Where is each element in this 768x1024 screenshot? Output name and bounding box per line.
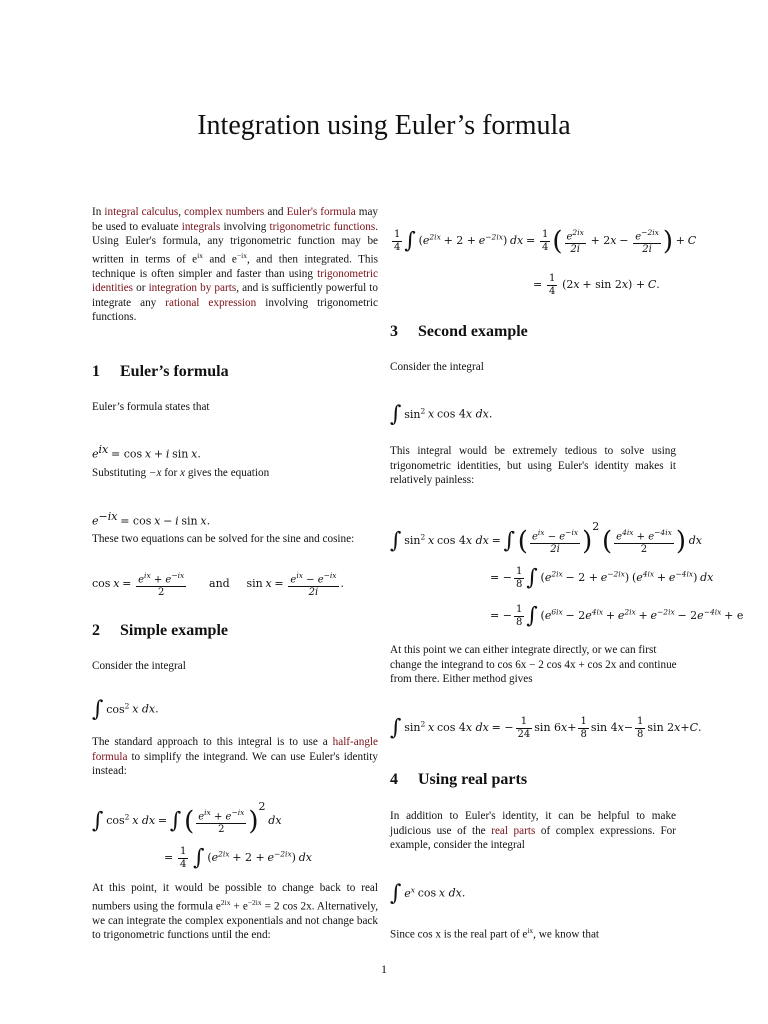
section-number: 4 [390, 771, 398, 788]
link-integrals[interactable]: integrals [181, 220, 221, 233]
section-heading-3 [390, 323, 528, 341]
text-math: x [180, 467, 186, 479]
s1-paragraph-2 [92, 466, 269, 481]
equation-s3-step2: = − $\frac{1}{8}$ ∫ $(e^{2ix} - 2 + e^{-2ix}) (e^{4ix} + e^{-4ix})$ dx [490, 565, 714, 591]
s1-paragraph-3: These two equations can be solved for the sine and cosine: [92, 533, 355, 545]
s2-paragraph-3 [92, 881, 378, 943]
intro-text: . Using Euler's formula, any trigonometric function may be written in terms of e [92, 220, 378, 266]
link-real-parts[interactable]: real parts [491, 824, 536, 837]
s2-paragraph-2 [92, 735, 378, 779]
intro-text: and [264, 206, 287, 218]
equation-s4-integral: ∫ $e^x$ cos x dx. [390, 881, 466, 906]
intro-text: and e [202, 253, 237, 266]
section-number: 2 [92, 622, 100, 639]
intro-text: involving trigonometric functions. [92, 296, 378, 324]
s4-paragraph-2 [390, 924, 599, 942]
intro-paragraph [92, 205, 378, 325]
intro-text: , and is sufficiently powerful to integrate any [92, 282, 378, 309]
equation-s2-step3: $\frac{1}{4}$ ∫ $(e^{2ix} + 2 + e^{-2ix})$ dx = $\frac{1}{4}$ ( $\frac{e^{2ix}}{2i}$ + 2x − $\frac{e^{-2ix}}{2i}$ ) + C [394, 226, 697, 257]
link-integral-calculus[interactable]: integral calculus [104, 206, 179, 218]
section-number: 3 [390, 323, 398, 340]
text: In addition to Euler's identity, it can be helpful to make judicious use of the [390, 810, 676, 837]
link-half-angle-formula[interactable]: half-angle formula [92, 736, 378, 763]
s3-paragraph-1: Consider the integral [390, 361, 484, 373]
equation-integral-cos2: ∫ $\cos^2 x$ dx. [92, 697, 159, 722]
intro-sup: −ix [236, 250, 247, 260]
equation-euler-negative: $e^{-ix} = \cos x - i$ sin x. [92, 510, 211, 528]
text: Substituting [92, 467, 149, 479]
section-title: Second example [418, 323, 528, 340]
s4-paragraph-1 [390, 809, 676, 853]
equation-cos-sin: cos x = $\frac{e^{ix} + e^{-ix}}{2}$ and sin x = $\frac{e^{ix} - e^{-ix}}{2i}$ . [92, 571, 345, 599]
text: The standard approach to this integral is to use a [92, 736, 333, 748]
equation-s2-result: = $\frac{1}{4}$ (2x + sin 2x) + C. [533, 273, 660, 297]
text: = 2 cos 2x. Alternatively, we can integrate the complex exponentials and not change back to trigonometric functions until the end: [92, 900, 378, 942]
section-number: 1 [92, 363, 100, 380]
section-title: Using real parts [418, 771, 528, 788]
text: Since cos x is the real part of e [390, 928, 528, 941]
s3-paragraph-3: At this point we can either integrate directly, or we can first change the integrand to cos 6x − 2 cos 4x + cos 2x and continue from there. Either method gives [390, 644, 677, 685]
text: for [161, 467, 181, 479]
link-trigonometric-identities[interactable]: trigonometric identities [92, 267, 378, 295]
intro-text: may be used to evaluate [92, 206, 379, 233]
link-integration-by-parts[interactable]: integration by parts [148, 282, 237, 295]
intro-text: , and then integrated. This technique is often simpler and faster than using [92, 253, 378, 280]
s1-paragraph-1: Euler’s formula states that [92, 401, 210, 413]
equation-s3-step3: = − $\frac{1}{8}$ ∫ ($e^{6ix} - 2e^{4ix} + e^{2ix} + e^{-2ix} - 2e^{-4ix} + e$ [490, 603, 744, 629]
section-heading-4 [390, 771, 527, 789]
text-sup: ix [527, 926, 534, 935]
text: At this point, it would be possible to change back to real numbers using the formula e [92, 882, 378, 913]
equation-s3-result: ∫ $\sin^2 x$ cos 4x dx = − $\frac{1}{24}$ sin 6x+ $\frac{1}{8}$ sin 4x− $\frac{1}{8}$ sin 2x+C. [390, 715, 702, 741]
text-math: −x [148, 467, 162, 479]
intro-sup: ix [197, 250, 203, 260]
text-sup: 2ix [220, 897, 231, 907]
text-sup: −2ix [247, 897, 262, 907]
link-eulers-formula[interactable]: Euler's formula [286, 206, 356, 218]
section-heading-2 [92, 622, 228, 640]
s2-paragraph-1: Consider the integral [92, 660, 186, 672]
equation-s2-step1: ∫ $\cos^2 x$ dx = ∫ ( $\frac{e^{ix} + e^{-ix}}{2}$ )$^2$ dx [92, 800, 282, 837]
page-number: 1 [381, 962, 387, 976]
link-trigonometric-functions[interactable]: trigonometric functions [269, 220, 376, 233]
intro-text: or [133, 282, 149, 295]
equation-s3-integral: ∫ $\sin^2 x$ cos 4x dx. [390, 402, 493, 427]
intro-text: , [178, 206, 185, 218]
text: to simplify the integrand. We can use Euler's identity instead: [92, 750, 378, 777]
text: of complex expressions. For example, consider the integral [390, 824, 676, 851]
s3-paragraph-2: This integral would be extremely tedious to solve using trigonometric identities, but using Euler's identity makes it relatively painless: [390, 445, 676, 486]
intro-text: involving [220, 220, 270, 233]
and-text: and [209, 577, 230, 591]
text: + e [230, 900, 248, 913]
text: , we know that [533, 928, 600, 941]
link-rational-expression[interactable]: rational expression [165, 296, 257, 309]
link-complex-numbers[interactable]: complex numbers [184, 206, 265, 218]
equation-euler: $e^{ix} = \cos x + i$ sin x. [92, 443, 201, 461]
intro-text: In [92, 206, 105, 218]
equation-s2-step2: = $\frac{1}{4}$ ∫ $(e^{2ix} + 2 + e^{-2ix})$ dx [164, 845, 312, 871]
text: gives the equation [185, 467, 270, 479]
page-title: Integration using Euler’s formula [197, 110, 571, 141]
section-title: Euler’s formula [120, 363, 229, 380]
equation-s3-step1: ∫ $\sin^2 x$ cos 4x dx = ∫ ( $\frac{e^{ix} - e^{-ix}}{2i}$ )$^2$ ( $\frac{e^{4ix} + e^{-4ix}}{2}$ ) dx [390, 520, 702, 557]
section-title: Simple example [120, 622, 228, 639]
section-heading-1 [92, 363, 229, 381]
